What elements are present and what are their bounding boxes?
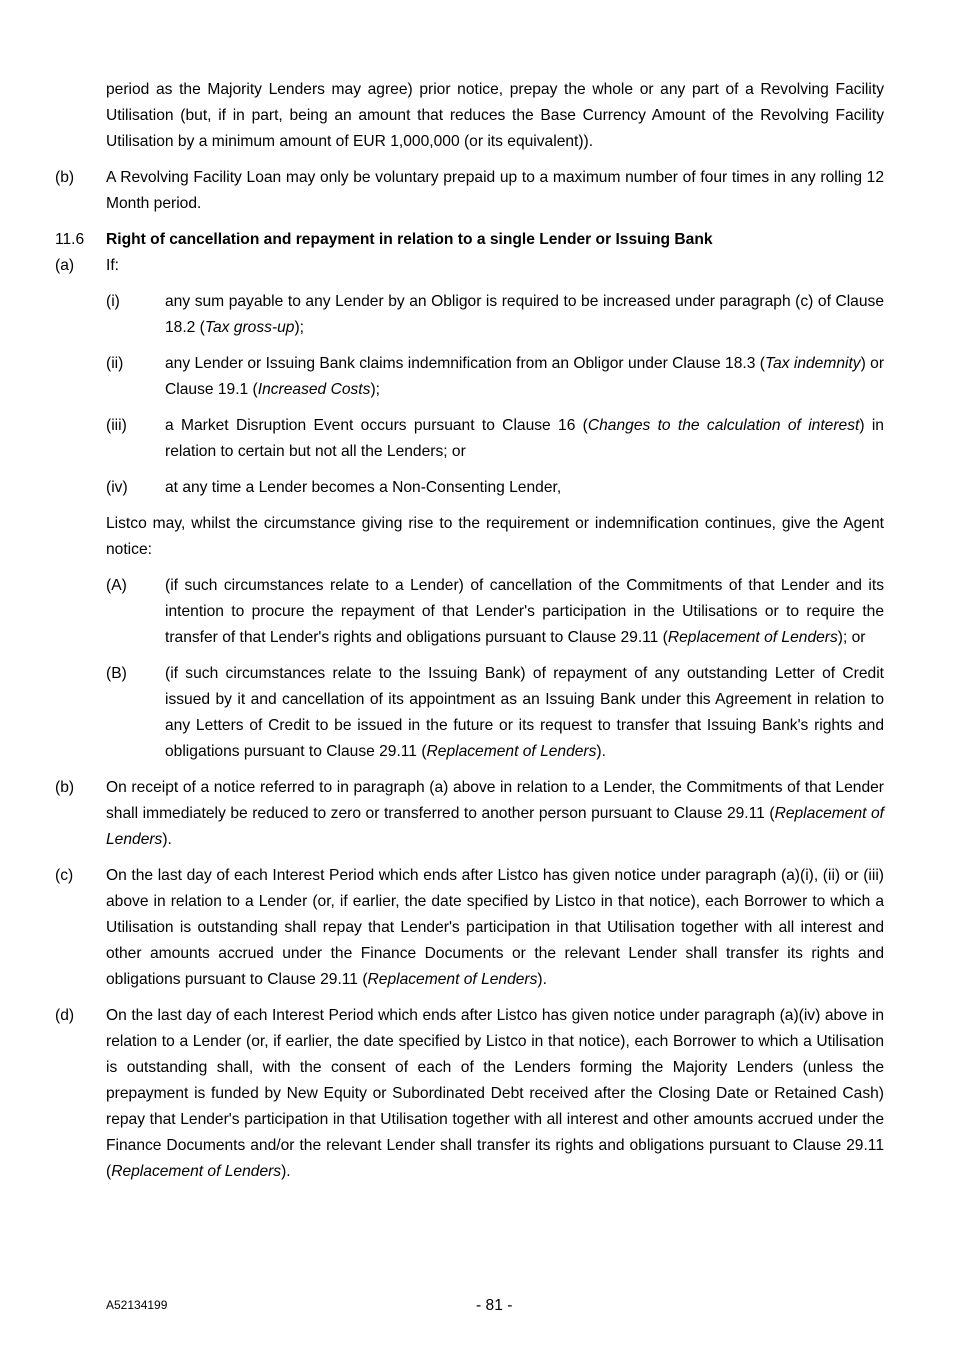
- italic-reference: Replacement of Lenders: [426, 743, 597, 760]
- paragraph: [0, 863, 965, 993]
- text-segment: any sum payable to any Lender by an Obligor is required to be increased under paragraph (c) of Clause 18.2 (: [165, 293, 884, 336]
- italic-reference: Replacement of Lenders: [667, 629, 838, 646]
- text-segment: ).: [537, 971, 547, 988]
- italic-reference: Tax indemnity: [764, 355, 861, 372]
- paragraph-label: (iv): [106, 479, 128, 496]
- text-segment: (if such circumstances relate to the Issuing Bank) of repayment of any outstanding Letter of Credit issued by it and cancellation of its appointment as an Issuing Bank under this Agreement in relation to any Letters of Credit to be issued in the future or its request to transfer that Issuing Bank's rights and obligations pursuant to Clause 29.11 (: [165, 665, 884, 760]
- paragraph-label: (i): [106, 293, 120, 310]
- paragraph: [0, 165, 965, 217]
- paragraph-text: [165, 413, 884, 465]
- clause-heading: [0, 227, 965, 253]
- text-segment: ).: [162, 831, 172, 848]
- document-body: [0, 77, 965, 1195]
- paragraph-label: (b): [55, 169, 75, 186]
- paragraph: [0, 77, 965, 155]
- paragraph: [0, 475, 965, 501]
- paragraph-text: [106, 253, 884, 279]
- paragraph: [0, 413, 965, 465]
- italic-reference: Replacement of Lenders: [111, 1163, 282, 1180]
- text-segment: ).: [596, 743, 606, 760]
- text-segment: On receipt of a notice referred to in paragraph (a) above in relation to a Lender, the Commitments of that Lender shall immediately be reduced to zero or transferred to another person pursuant to Clause 29.11 (: [106, 779, 884, 822]
- paragraph-label: (iii): [106, 417, 127, 434]
- text-segment: (if such circumstances relate to a Lender) of cancellation of the Commitments of that Lender and its intention to procure the repayment of that Lender's participation in the Utilisations or to require the transfer of that Lender's rights and obligations pursuant to Clause 29.11 (: [165, 577, 884, 646]
- paragraph-label: 11.6: [55, 231, 85, 248]
- paragraph: [0, 1003, 965, 1185]
- paragraph-label: (A): [106, 577, 127, 594]
- paragraph-text: [165, 289, 884, 341]
- paragraph-label: (a): [55, 257, 75, 274]
- document-id: A52134199: [106, 1298, 168, 1312]
- text-segment: );: [370, 381, 380, 398]
- text-segment: ); or: [837, 629, 866, 646]
- paragraph: [0, 289, 965, 341]
- paragraph-text: [165, 351, 884, 403]
- italic-reference: Tax gross-up: [204, 319, 295, 336]
- text-segment: If:: [106, 257, 119, 274]
- text-segment: a Market Disruption Event occurs pursuant to Clause 16 (: [165, 417, 588, 434]
- paragraph-label: (c): [55, 867, 74, 884]
- paragraph-label: (b): [55, 779, 75, 796]
- paragraph-text: [165, 573, 884, 651]
- paragraph-text: [106, 775, 884, 853]
- text-segment: Right of cancellation and repayment in relation to a single Lender or Issuing Bank: [106, 231, 713, 248]
- text-segment: A Revolving Facility Loan may only be voluntary prepaid up to a maximum number of four times in any rolling 12 Month period.: [106, 169, 884, 212]
- italic-reference: Replacement of Lenders: [367, 971, 538, 988]
- paragraph-text: [106, 227, 884, 253]
- italic-reference: Increased Costs: [257, 381, 371, 398]
- text-segment: ) or Clause 19.1 (: [165, 355, 885, 398]
- text-segment: );: [294, 319, 304, 336]
- paragraph: [0, 351, 965, 403]
- text-segment: at any time a Lender becomes a Non-Consenting Lender,: [165, 479, 562, 496]
- text-segment: ).: [281, 1163, 291, 1180]
- paragraph-label: (B): [106, 665, 127, 682]
- paragraph-text: [106, 1003, 884, 1185]
- paragraph-text: [106, 165, 884, 217]
- text-segment: On the last day of each Interest Period which ends after Listco has given notice under paragraph (a)(iv) above in relation to a Lender (or, if earlier, the date specified by Listco in that notice), each Borrower to which a Utilisation is outstanding shall, with the consent of each of the Lenders forming the Majority Lenders (unless the prepayment is funded by New Equity or Subordinated Debt received after the Closing Date or Retained Cash) repay that Lender's participation in that Utilisation together with all interest and other amounts accrued under the Finance Documents and/or the relevant Lender shall transfer its rights and obligations pursuant to Clause 29.11 (: [106, 1007, 884, 1180]
- paragraph-text: [106, 77, 884, 155]
- page-number: - 81 -: [476, 1297, 513, 1314]
- paragraph-label: (ii): [106, 355, 124, 372]
- text-segment: ) in relation to certain but not all the Lenders; or: [165, 417, 884, 460]
- paragraph-text: [106, 511, 884, 563]
- paragraph: [0, 511, 965, 563]
- paragraph: [0, 573, 965, 651]
- paragraph: [0, 661, 965, 765]
- paragraph-text: [165, 661, 884, 765]
- paragraph-label: (d): [55, 1007, 75, 1024]
- paragraph: [0, 775, 965, 853]
- italic-reference: Changes to the calculation of interest: [587, 417, 860, 434]
- text-segment: On the last day of each Interest Period which ends after Listco has given notice under paragraph (a)(i), (ii) or (iii) above in relation to a Lender (or, if earlier, the date specified by Listco in that notice), each Borrower to which a Utilisation is outstanding shall repay that Lender's participation in that Utilisation together with all interest and other amounts accrued under the Finance Documents or the relevant Lender shall transfer its rights and obligations pursuant to Clause 29.11 (: [106, 867, 884, 988]
- paragraph-text: [165, 475, 884, 501]
- italic-reference: Replacement of Lenders: [106, 805, 885, 848]
- paragraph: [0, 253, 965, 279]
- paragraph-text: [106, 863, 884, 993]
- text-segment: period as the Majority Lenders may agree) prior notice, prepay the whole or any part of a Revolving Facility Utilisation (but, if in part, being an amount that reduces the Base Currency Amount of the Revolving Facility Utilisation by a minimum amount of EUR 1,000,000 (or its equivalent)).: [106, 81, 884, 150]
- text-segment: any Lender or Issuing Bank claims indemnification from an Obligor under Clause 18.3 (: [165, 355, 765, 372]
- text-segment: Listco may, whilst the circumstance giving rise to the requirement or indemnification continues, give the Agent notice:: [106, 515, 884, 558]
